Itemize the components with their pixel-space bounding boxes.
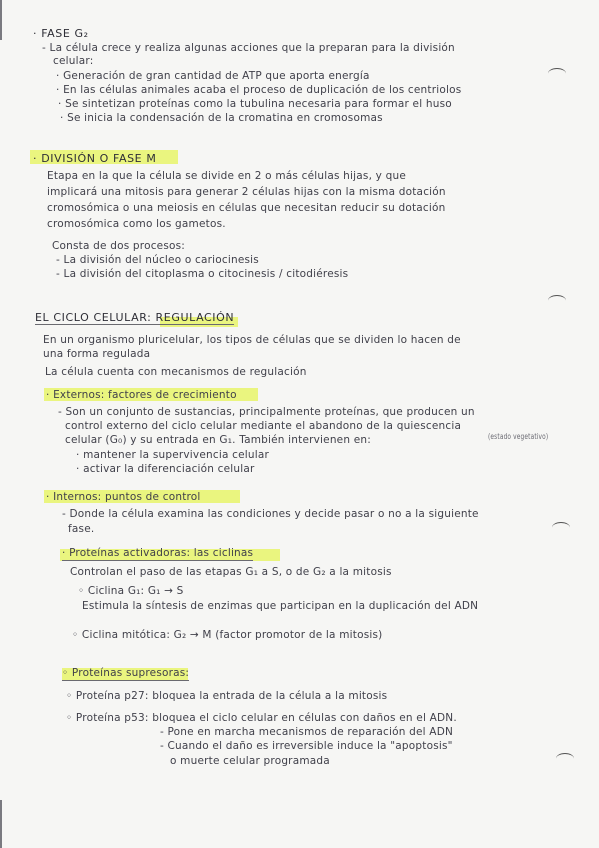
activadoras-title: · Proteínas activadoras: las ciclinas: [62, 547, 254, 559]
section-title-regulacion: EL CICLO CELULAR: REGULACIÓN: [35, 311, 235, 324]
supresoras-line-5: o muerte celular programada: [170, 755, 330, 767]
procesos-line-3: - La división del citoplasma o citocinesis / citodiéresis: [56, 268, 349, 280]
regulacion-intro-2: una forma regulada: [43, 348, 151, 360]
externos-line-3: celular (G₀) y su entrada en G₁. También intervienen en:: [65, 434, 371, 446]
activadoras-line-4: ◦ Ciclina mitótica: G₂ → M (factor promotor de la mitosis): [72, 629, 383, 641]
externos-line-2: control externo del ciclo celular mediante el abandono de la quiescencia: [65, 420, 462, 432]
supresoras-line-3: - Pone en marcha mecanismos de reparación del ADN: [160, 726, 454, 738]
internos-line-2: fase.: [68, 523, 95, 535]
binder-hole-1: [548, 68, 566, 79]
procesos-line-1: Consta de dos procesos:: [52, 240, 186, 252]
externos-title: · Externos: factores de crecimiento: [46, 389, 237, 401]
activadoras-line-3: Estimula la síntesis de enzimas que participan en la duplicación del ADN: [82, 600, 479, 612]
regulacion-intro-3: La célula cuenta con mecanismos de regulación: [45, 366, 307, 378]
supresoras-title: ◦ Proteínas supresoras:: [62, 667, 190, 679]
section-title-fase-g2: · FASE G₂: [33, 27, 89, 40]
g2-line-3: · Generación de gran cantidad de ATP que aporta energía: [56, 70, 370, 82]
division-line-4: cromosómica como los gametos.: [47, 218, 226, 230]
externos-line-5: · activar la diferenciación celular: [76, 463, 255, 475]
binder-hole-4: [556, 753, 574, 764]
procesos-line-2: - La división del núcleo o cariocinesis: [56, 254, 259, 266]
externos-note: (estado vegetativo): [488, 432, 549, 441]
g2-line-4: · En las células animales acaba el proceso de duplicación de los centriolos: [56, 84, 462, 96]
g2-line-5: · Se sintetizan proteínas como la tubulina necesaria para formar el huso: [58, 98, 452, 110]
binder-hole-3: [552, 522, 570, 533]
margin-mark-bottom: [0, 800, 2, 848]
supresoras-line-2: ◦ Proteína p53: bloquea el ciclo celular en células con daños en el ADN.: [66, 712, 457, 724]
supresoras-line-1: ◦ Proteína p27: bloquea la entrada de la célula a la mitosis: [66, 690, 388, 702]
externos-line-4: · mantener la supervivencia celular: [76, 449, 269, 461]
section-title-division: · DIVISIÓN O FASE M: [33, 152, 157, 165]
binder-hole-2: [548, 295, 566, 306]
g2-line-2: celular:: [53, 55, 94, 67]
supresoras-line-4: - Cuando el daño es irreversible induce la "apoptosis": [160, 740, 453, 752]
activadoras-line-2: ◦ Ciclina G₁: G₁ → S: [78, 585, 184, 597]
internos-line-1: - Donde la célula examina las condiciones y decide pasar o no a la siguiente: [62, 508, 479, 520]
margin-mark-top: [0, 0, 2, 40]
regulacion-intro-1: En un organismo pluricelular, los tipos de células que se dividen lo hacen de: [43, 334, 461, 346]
externos-line-1: - Son un conjunto de sustancias, principalmente proteínas, que producen un: [58, 406, 475, 418]
division-line-3: cromosómica o una meiosis en células que necesitan reducir su dotación: [47, 202, 446, 214]
activadoras-line-1: Controlan el paso de las etapas G₁ a S, o de G₂ a la mitosis: [70, 566, 392, 578]
internos-title: · Internos: puntos de control: [46, 491, 201, 503]
g2-line-6: · Se inicia la condensación de la cromatina en cromosomas: [60, 112, 383, 124]
division-line-2: implicará una mitosis para generar 2 células hijas con la misma dotación: [47, 186, 446, 198]
division-line-1: Etapa en la que la célula se divide en 2 o más células hijas, y que: [47, 170, 406, 182]
g2-line-1: - La célula crece y realiza algunas acciones que la preparan para la división: [42, 42, 455, 54]
